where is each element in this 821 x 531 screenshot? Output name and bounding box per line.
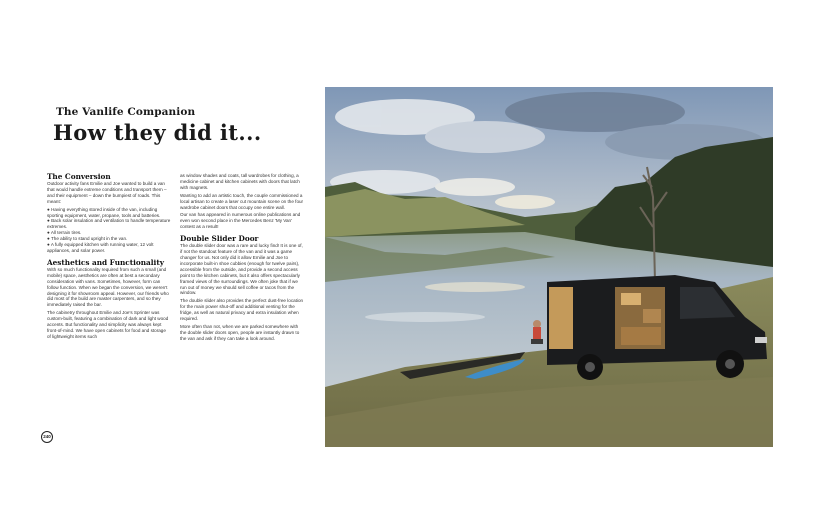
- bullet-item: ● All terrain tires.: [47, 230, 82, 236]
- bullet-item: ● The ability to stand upright in the van.: [47, 236, 128, 242]
- bullet-item: ● A fully equipped kitchen with running water, 12 volt appliances, and solar power.: [47, 242, 154, 253]
- van-lake-photo: [325, 87, 773, 447]
- subheading-aesthetics: Aesthetics and Functionality: [47, 257, 164, 267]
- bullet-item: ● Having everything stored inside of the van, including sporting equipment, water, propane, tools and batteries.: [47, 206, 161, 218]
- body-paragraph: Wanting to add an artistic touch, the couple commissioned a local artisan to create a laser cut mountain scene on the four wardrobe cabinet doors that occupy one entire wall.: [180, 192, 304, 210]
- body-paragraph: Our van has appeared in numerous online publications and even won second place in the Mercedes Benz 'My Van' contest as a result!: [180, 212, 301, 230]
- body-paragraph: The double slider door was a rare and lucky find! It is one of, if not the standout feature of the van and it was a game changer for us. Not only did it allow Emilie and Joe to incorporate built-in shoe cubbies (enough for twelve pairs), accessible from the outside, and provide a second access point to the kitchen cabinets, but it also offers spectacularly framed views of the surroundings. We often joke that if we run out of money we should sell coffee or tacos from the window.: [180, 243, 303, 296]
- page-number: 240: [41, 431, 53, 443]
- body-paragraph: as window shades and coats, tall wardrobes for clothing, a medicine cabinet and kitchen cabinets with doors that latch with magnets.: [180, 173, 300, 190]
- text-column-1: [47, 172, 171, 452]
- body-paragraph: The double slider also provides the perfect dust-free location for the main power shut-off and additional venting for the fridge, as well as natural privacy and extra insulation when required.: [180, 298, 304, 322]
- page-title: How they did it...: [53, 120, 262, 145]
- body-paragraph: With so much functionality required from such a small (and mobile) space, aesthetics are often at best a secondary consideration with vans. Sometimes, however, form can follow function. When we began the conversion, we weren't designing it for showroom appeal. However, our friends who did most of the build are master carpenters, and so they immediately raised the bar.: [47, 266, 169, 308]
- subheading-slider-door: Double Slider Door: [180, 234, 259, 244]
- left-page: [40, 100, 324, 450]
- body-paragraph: More often than not, when we are parked somewhere with the double slider doors open, people are instantly drawn to the van and ask if they can take a look around.: [180, 323, 300, 341]
- running-head: The Vanlife Companion: [56, 106, 196, 118]
- subheading-conversion: The Conversion: [47, 172, 111, 181]
- conversion-intro: Outdoor activity fans Emilie and Joe wanted to build a van that would handle extreme conditions and transport them – and their equipment – down the bumpiest of roads. This meant:: [47, 181, 167, 204]
- photo-illustration: [325, 87, 773, 447]
- bullet-item: ● Back solar insulation and ventilation to handle temperature extremes.: [47, 218, 171, 230]
- text-column-2: [180, 173, 304, 423]
- body-paragraph: The cabinetry throughout Emilie and Joe's Sprinter was custom-built, featuring a combination of dark and light wood accents. But functionality and simplicity was always kept front-of-mind. We have open cabinets for food and storage of lightweight items such: [47, 310, 169, 339]
